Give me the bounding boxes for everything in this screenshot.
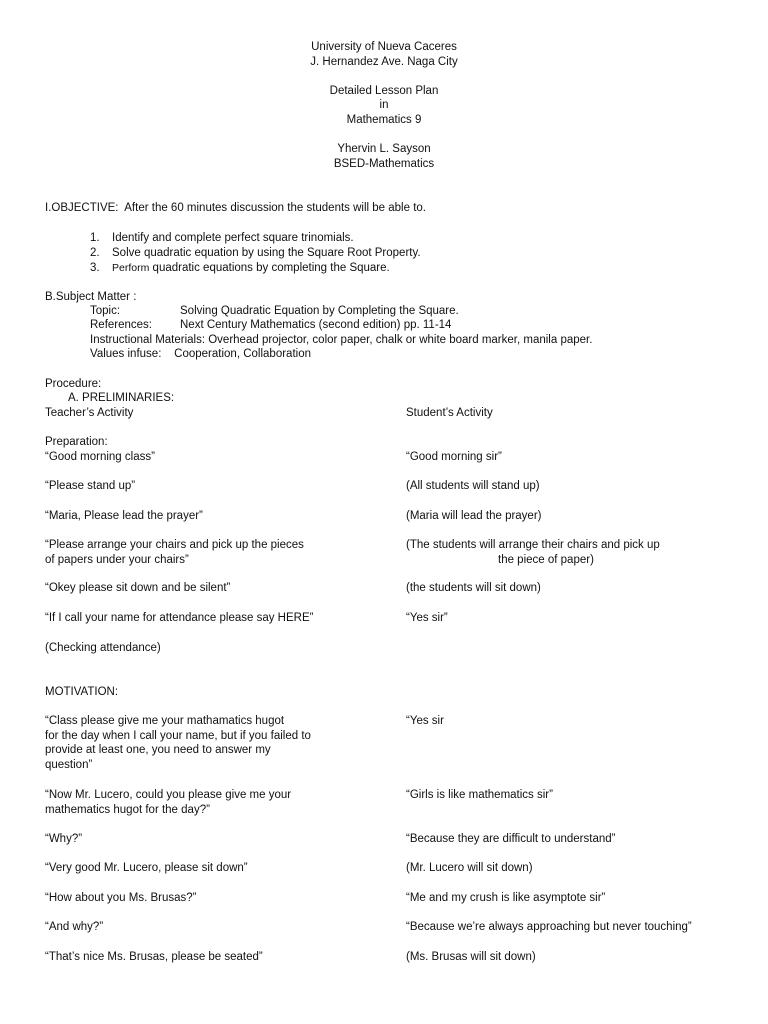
student-line: “Me and my crush is like asymptote sir”: [406, 892, 606, 904]
student-line: (Mr. Lucero will sit down): [406, 862, 533, 874]
university-address: J. Hernandez Ave. Naga City: [310, 55, 458, 68]
student-line: “Girls is like mathematics sir”: [406, 789, 553, 801]
student-line: “Because we’re always approaching but never touching”: [406, 921, 692, 933]
document-in: in: [379, 99, 389, 112]
university-name: University of Nueva Caceres: [311, 41, 457, 53]
values-label: Values infuse:: [90, 348, 162, 360]
procedure-label: Procedure:: [45, 378, 102, 390]
preliminaries-label: A. PRELIMINARIES:: [68, 392, 175, 404]
student-line: “Good morning sir”: [406, 451, 502, 463]
topic-value: Solving Quadratic Equation by Completing the Square.: [180, 305, 459, 317]
teacher-line: “That’s nice Ms. Brusas, please be seated”: [45, 951, 263, 963]
objective-list: [90, 231, 421, 275]
document-header: [0, 40, 768, 171]
student-line: (Ms. Brusas will sit down): [406, 951, 536, 963]
teacher-activity-header: Teacher’s Activity: [45, 407, 134, 419]
objective-line: [45, 201, 426, 216]
teacher-line: “Now Mr. Lucero, could you please give me your mathematics hugot for the day?”: [45, 789, 292, 816]
topic-row: [90, 304, 459, 319]
teacher-line: “Maria, Please lead the prayer”: [45, 510, 203, 522]
values-row: [90, 347, 311, 362]
student-line: (the students will sit down): [406, 582, 541, 594]
teacher-line: “Okey please sit down and be silent”: [45, 582, 231, 594]
author-name: Yhervin L. Sayson: [337, 143, 431, 156]
references-row: [90, 318, 451, 333]
teacher-line: (Checking attendance): [45, 642, 161, 654]
student-line: (Maria will lead the prayer): [406, 510, 542, 522]
references-value: Next Century Mathematics (second edition) pp. 11-14: [180, 319, 452, 331]
student-line: (All students will stand up): [406, 480, 540, 492]
list-item: 3. Perform quadratic equations by completing the Square.: [90, 261, 390, 274]
list-item: 2. Solve quadratic equation by using the Square Root Property.: [90, 246, 421, 259]
materials-row: Instructional Materials: Overhead projector, color paper, chalk or white board marker, manila paper.: [90, 334, 593, 346]
references-label: References:: [90, 319, 153, 331]
teacher-line: “If I call your name for attendance please say HERE”: [45, 612, 314, 624]
teacher-line: “Good morning class”: [45, 451, 155, 463]
teacher-line: “Class please give me your mathamatics hugot for the day when I call your name, but if you failed to provide at least one, you need to answer my question”: [45, 715, 311, 771]
document-type: Detailed Lesson Plan: [329, 84, 439, 97]
motivation-label: MOTIVATION:: [45, 686, 119, 698]
objective-intro: After the 60 minutes discussion the students will be able to.: [124, 202, 426, 214]
teacher-line: “Why?”: [45, 833, 83, 845]
student-activity-header: Student’s Activity: [406, 407, 493, 419]
values-value: Cooperation, Collaboration: [174, 348, 311, 360]
topic-label: Topic:: [90, 305, 121, 317]
teacher-line: “Very good Mr. Lucero, please sit down”: [45, 862, 248, 874]
preparation-label: Preparation:: [45, 436, 108, 448]
student-line: “Yes sir: [406, 715, 444, 727]
author-program: BSED-Mathematics: [333, 157, 435, 170]
teacher-line: “Please stand up”: [45, 480, 136, 492]
teacher-line: “And why?”: [45, 921, 104, 933]
teacher-line: “Please arrange your chairs and pick up the pieces of papers under your chairs”: [45, 539, 304, 566]
student-line: “Yes sir”: [406, 612, 448, 624]
document-subject: Mathematics 9: [346, 113, 422, 126]
objective-label: I.OBJECTIVE:: [45, 202, 119, 214]
subject-matter-label: B.Subject Matter :: [45, 291, 137, 303]
student-line: (The students will arrange their chairs and pick up the piece of paper): [406, 539, 660, 566]
list-item: 1. Identify and complete perfect square trinomials.: [90, 232, 354, 244]
student-line: “Because they are difficult to understand”: [406, 833, 616, 845]
teacher-line: “How about you Ms. Brusas?”: [45, 892, 197, 904]
